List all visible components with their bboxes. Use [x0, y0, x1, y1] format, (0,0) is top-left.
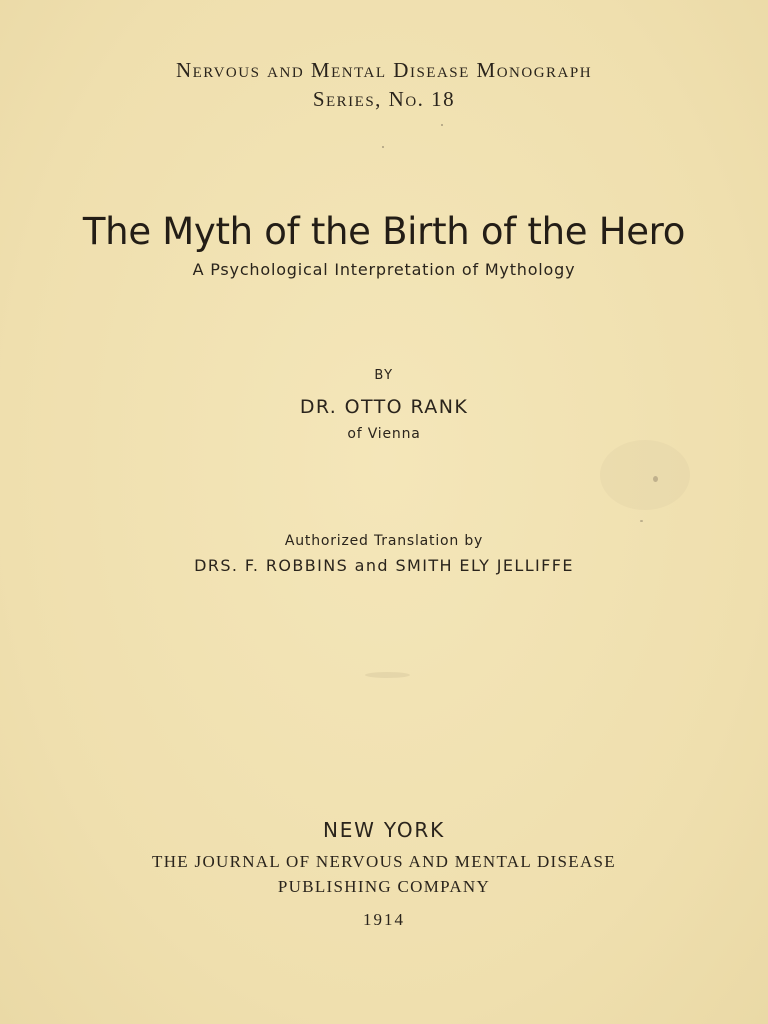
- paper-smudge: [600, 440, 690, 510]
- publisher-line-1: THE JOURNAL OF NERVOUS AND MENTAL DISEASE: [152, 852, 616, 871]
- translation-label: Authorized Translation by: [284, 533, 484, 549]
- author-name: DR. OTTO RANK: [299, 396, 469, 418]
- publication-year: 1914: [363, 910, 405, 929]
- book-subtitle: A Psychological Interpretation of Mythology: [192, 260, 576, 279]
- series-title: Nervous and Mental Disease Monograph: [175, 58, 593, 82]
- translators: DRS. F. ROBBINS and SMITH ELY JELLIFFE: [194, 556, 574, 575]
- publication-city: NEW YORK: [322, 818, 445, 842]
- byline-by: BY: [374, 368, 394, 383]
- author-affiliation: of Vienna: [347, 426, 421, 442]
- paper-speck: [441, 124, 443, 126]
- paper-smudge: [365, 672, 410, 678]
- paper-speck: [640, 520, 643, 522]
- series-number: Series, No. 18: [312, 87, 456, 111]
- paper-speck: [382, 146, 384, 148]
- book-title: The Myth of the Birth of the Hero: [82, 210, 686, 253]
- publisher-line-2: PUBLISHING COMPANY: [277, 877, 491, 896]
